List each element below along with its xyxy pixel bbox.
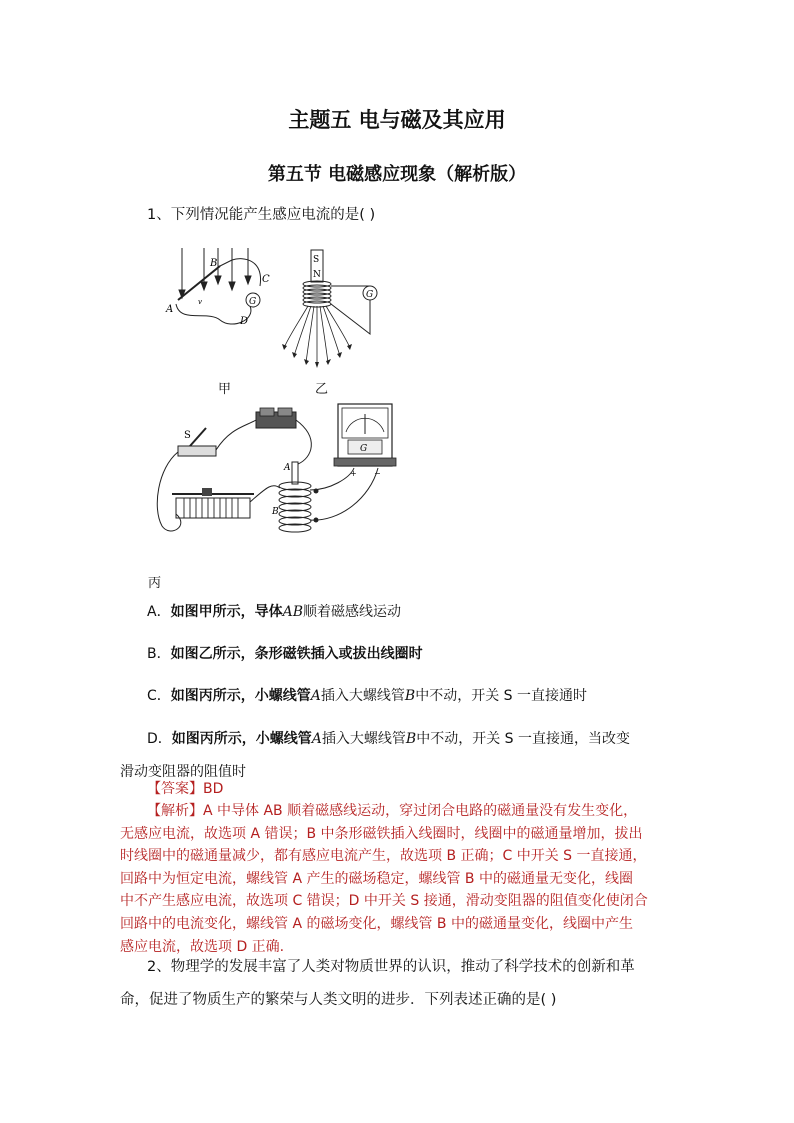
option-c-text-1: 插入大螺线管	[320, 688, 405, 704]
meter-plus-label: +	[350, 469, 357, 478]
figure-yi-label: 乙	[315, 382, 329, 397]
analysis-line-1	[120, 800, 680, 823]
figure-bing-diagram	[150, 398, 402, 540]
option-c-text-2: 中不动，开关 S 一直接通时	[415, 688, 587, 704]
option-d-italic-2: B	[405, 731, 417, 747]
option-a	[147, 601, 401, 621]
option-d-bold: 如图丙所示，小螺线管	[171, 731, 312, 747]
label-v: v	[198, 298, 202, 306]
label-b: B	[210, 258, 218, 269]
switch-label: S	[184, 430, 191, 441]
analysis-line-6: 回路中的电流变化，螺线管 A 的磁场变化，螺线管 B 中的磁通量变化，线圈中产生	[120, 915, 633, 932]
solenoid-b-label: B	[272, 507, 279, 517]
option-b-prefix: B．	[147, 646, 171, 662]
option-c-italic-2: B	[404, 688, 416, 704]
solenoid-a-label: A	[284, 463, 291, 473]
option-d-text-1: 插入大螺线管	[321, 731, 406, 747]
page-title: 主题五 电与磁及其应用	[288, 108, 506, 132]
analysis-block	[120, 800, 680, 958]
label-c: C	[262, 274, 270, 285]
option-c-prefix: C．	[147, 688, 171, 704]
analysis-line-5: 中不产生感应电流，故选项 C 错误；D 中开关 S 接通，滑动变阻器的阻值变化使闭合	[120, 893, 648, 910]
question-2-line-2: 命，促进了物质生产的繁荣与人类文明的进步．下列表述正确的是( )	[120, 992, 557, 1008]
option-c-bold: 如图丙所示，小螺线管	[170, 688, 311, 704]
label-d: D	[240, 316, 249, 327]
answer-label: 【答案】	[147, 781, 203, 797]
option-a-bold: 如图甲所示，导体	[170, 604, 283, 620]
option-b	[147, 643, 423, 663]
option-d-continued: 滑动变阻器的阻值时	[120, 764, 246, 780]
option-d-prefix: D．	[147, 731, 172, 747]
galvanometer-2-label: G	[366, 290, 374, 300]
figure-jia-diagram	[160, 238, 278, 338]
meter-minus-label: −	[374, 469, 381, 478]
option-c	[147, 685, 587, 705]
option-b-bold: 如图乙所示，条形磁铁插入或拔出线圈时	[170, 646, 423, 662]
galvanometer-label: G	[249, 297, 257, 307]
figure-bing-label: 丙	[148, 576, 162, 591]
option-a-prefix: A．	[147, 604, 171, 620]
magnet-s-label: S	[313, 255, 320, 265]
option-d-italic: A	[311, 731, 322, 747]
analysis-line-3: 时线圈中的磁通量减少，都有感应电流产生，故选项 B 正确；C 中开关 S 一直接通，	[120, 848, 647, 865]
analysis-text-1: A 中导体 AB 顺着磁感线运动，穿过闭合电路的磁通量没有发生变化，	[203, 803, 638, 819]
answer-value: BD	[203, 781, 224, 797]
option-a-text: 顺着磁感线运动	[302, 604, 401, 620]
magnet-n-label: N	[313, 270, 321, 280]
answer-line	[147, 778, 223, 801]
analysis-label: 【解析】	[147, 803, 203, 819]
option-a-italic: AB	[282, 604, 303, 620]
question-2-line-1: 2、物理学的发展丰富了人类对物质世界的认识，推动了科学技术的创新和革	[147, 959, 635, 975]
question-1-stem: 1、下列情况能产生感应电流的是( )	[147, 207, 376, 223]
section-title: 第五节 电磁感应现象（解析版）	[267, 164, 527, 185]
option-c-italic: A	[310, 688, 321, 704]
analysis-line-7: 感应电流，故选项 D 正确.	[120, 938, 285, 955]
option-d	[147, 728, 630, 748]
analysis-line-4: 回路中为恒定电流，螺线管 A 产生的磁场稳定，螺线管 B 中的磁通量无变化，线圈	[120, 870, 633, 887]
figure-jia-label: 甲	[218, 382, 232, 397]
figure-yi-diagram	[278, 248, 388, 373]
option-d-text-2: 中不动，开关 S 一直接通，当改变	[416, 731, 630, 747]
meter-g-label: G	[360, 444, 368, 454]
label-a: A	[166, 304, 174, 315]
analysis-line-2: 无感应电流，故选项 A 错误；B 中条形磁铁插入线圈时，线圈中的磁通量增加，拔出	[120, 825, 643, 842]
